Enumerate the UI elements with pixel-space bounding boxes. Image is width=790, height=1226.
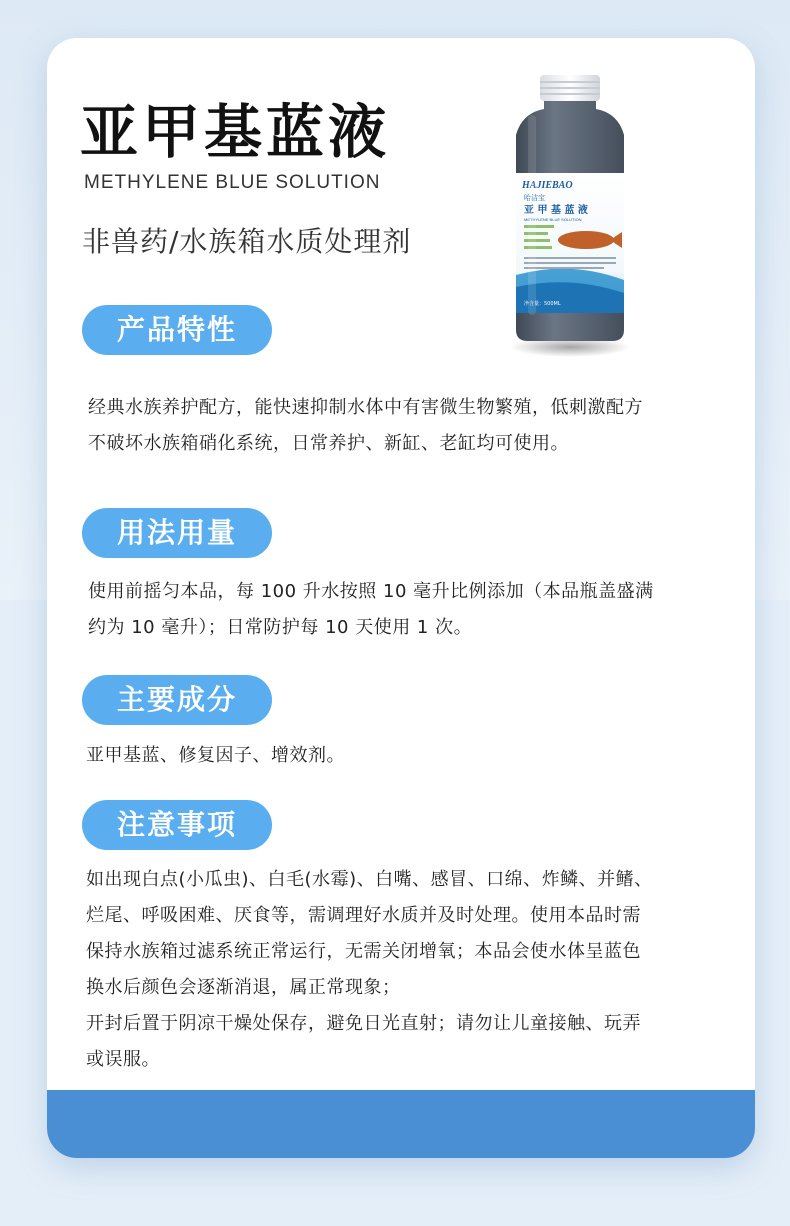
section-body-usage (88, 574, 718, 646)
text-line: 约为 10 毫升）；日常防护每 10 天使用 1 次。 (88, 617, 473, 638)
section-heading-features: 产品特性 (82, 305, 272, 355)
section-heading-notes: 注意事项 (82, 800, 272, 850)
text-line: 保持水族箱过滤系统正常运行，无需关闭增氧；本品会使水体呈蓝色 (86, 941, 641, 962)
section-heading-usage: 用法用量 (82, 508, 272, 558)
section-body-ingredients (86, 738, 716, 774)
text-line: 换水后颜色会逐渐消退，属正常现象； (86, 977, 401, 998)
bottle-name: 亚 甲 基 蓝 液 (524, 205, 588, 216)
bottle-brand: HAJIEBAO (522, 180, 573, 191)
text-line: 使用前摇匀本品，每 100 升水按照 10 毫升比例添加（本品瓶盖盛满 (88, 581, 654, 602)
product-subtitle-en: METHYLENE BLUE SOLUTION (84, 172, 381, 193)
card-footer-band (47, 1090, 755, 1158)
text-line: 亚甲基蓝、修复因子、增效剂。 (86, 745, 345, 766)
section-heading-ingredients: 主要成分 (82, 675, 272, 725)
product-title: 亚甲基蓝液 (80, 98, 391, 166)
text-line: 或误服。 (86, 1049, 160, 1070)
text-line: 如出现白点(小瓜虫)、白毛(水霉)、白嘴、感冒、口绵、炸鳞、并鳍、 (86, 869, 653, 890)
text-line: 经典水族养护配方，能快速抑制水体中有害微生物繁殖，低刺激配方 (88, 397, 643, 418)
text-line: 开封后置于阴凉干燥处保存，避免日光直射；请勿让儿童接触、玩弄 (86, 1013, 641, 1034)
text-line: 不破坏水族箱硝化系统，日常养护、新缸、老缸均可使用。 (88, 433, 569, 454)
text-line: 烂尾、呼吸困难、厌食等，需调理好水质并及时处理。使用本品时需 (86, 905, 641, 926)
bottle-net: 净含量：500ML (524, 301, 561, 307)
bottle-name-en: METHYLENE BLUE SOLUTION (524, 217, 582, 222)
product-bottle-image (510, 75, 630, 360)
section-body-features (88, 390, 718, 462)
bottle-brand-cn: 哈洁宝 (524, 194, 545, 202)
product-subtitle-cn: 非兽药/水族箱水质处理剂 (82, 225, 412, 258)
section-body-notes (86, 862, 726, 1078)
